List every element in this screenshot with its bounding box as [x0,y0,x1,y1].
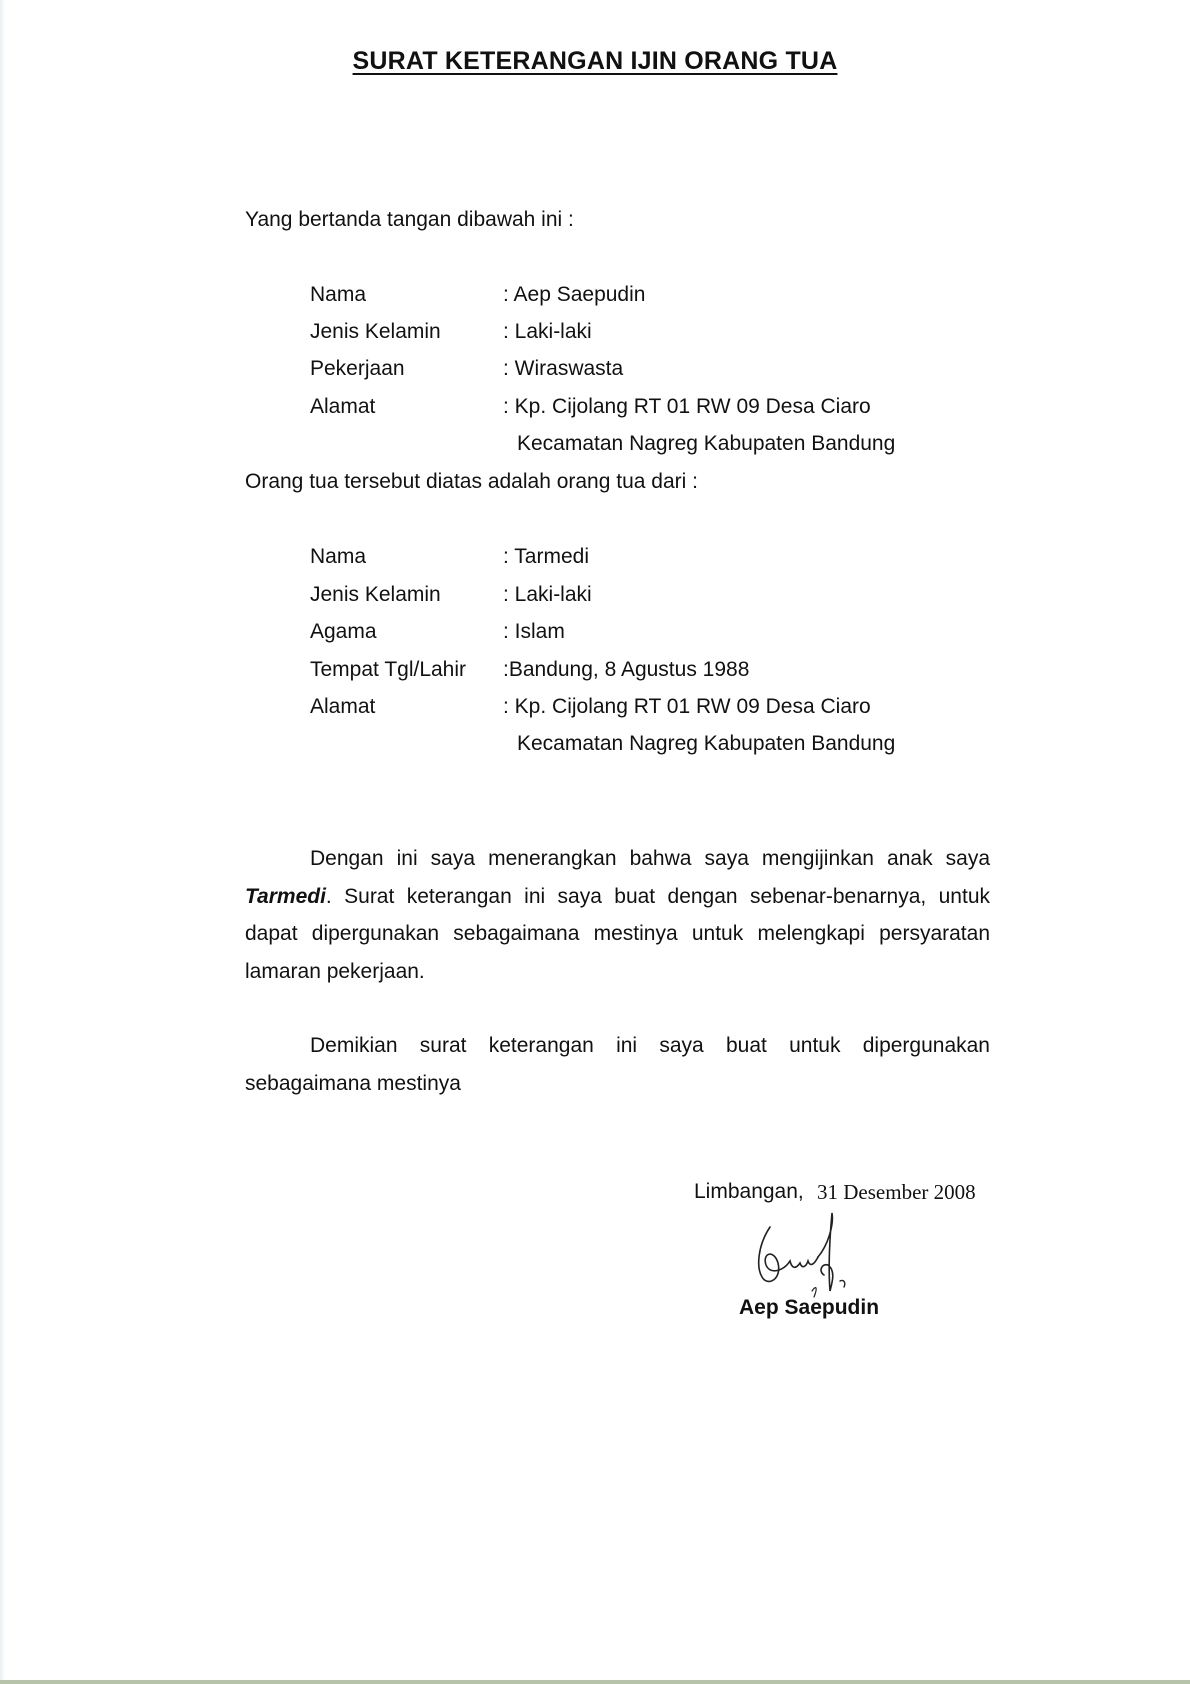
p2-text-a: Demikian surat keterangan ini saya buat untuk dipergunakan [310,1034,990,1057]
parent-alamat-continuation: Kecamatan Nagreg Kabupaten Bandung [517,432,896,455]
middle-line: Orang tua tersebut diatas adalah orang tua dari : [245,470,698,493]
child-agama-label: Agama [310,620,377,643]
child-agama-value: : Islam [503,620,565,643]
child-alamat-value: : Kp. Cijolang RT 01 RW 09 Desa Ciaro [503,695,871,718]
scan-edge-left [0,0,5,1684]
child-alamat-label: Alamat [310,695,376,718]
child-nama-label: Nama [310,545,367,568]
closing-date: 31 Desember 2008 [817,1180,976,1204]
p1-text-a: Dengan ini saya menerangkan bahwa saya mengijinkan anak saya [310,847,990,870]
letter-title: SURAT KETERANGAN IJIN ORANG TUA [352,47,838,75]
body-paragraph-2 [245,1027,990,1102]
parent-jk-value: : Laki-laki [503,320,592,343]
p1-child-name: Tarmedi [245,884,326,908]
scan-edge-bottom [0,1680,1190,1684]
p2-text-b: sebagaimana mestinya [245,1071,461,1095]
parent-pekerjaan-value: : Wiraswasta [503,357,624,380]
intro-line: Yang bertanda tangan dibawah ini : [245,208,574,231]
parent-pekerjaan-label: Pekerjaan [310,357,405,380]
parent-nama-value: : Aep Saepudin [503,283,646,306]
parent-jk-label: Jenis Kelamin [310,320,441,343]
child-jk-label: Jenis Kelamin [310,583,441,606]
p1-text-c: lamaran pekerjaan. [245,959,425,983]
parent-nama-label: Nama [310,283,367,306]
child-ttl-label: Tempat Tgl/Lahir [310,658,467,681]
body-paragraph-1 [245,840,990,990]
child-nama-value: : Tarmedi [503,545,589,568]
child-alamat-continuation: Kecamatan Nagreg Kabupaten Bandung [517,732,896,755]
parent-alamat-label: Alamat [310,395,376,418]
child-jk-value: : Laki-laki [503,583,592,606]
signer-name: Aep Saepudin [739,1296,880,1319]
parent-alamat-value: : Kp. Cijolang RT 01 RW 09 Desa Ciaro [503,395,871,418]
p1-text-b: . Surat keterangan ini saya buat dengan sebenar-benarnya, untuk dapat dipergunakan sebagaimana mestinya untuk melengkapi persyaratan [245,884,990,945]
child-ttl-value: :Bandung, 8 Agustus 1988 [503,658,750,681]
closing-place: Limbangan, [694,1180,804,1203]
